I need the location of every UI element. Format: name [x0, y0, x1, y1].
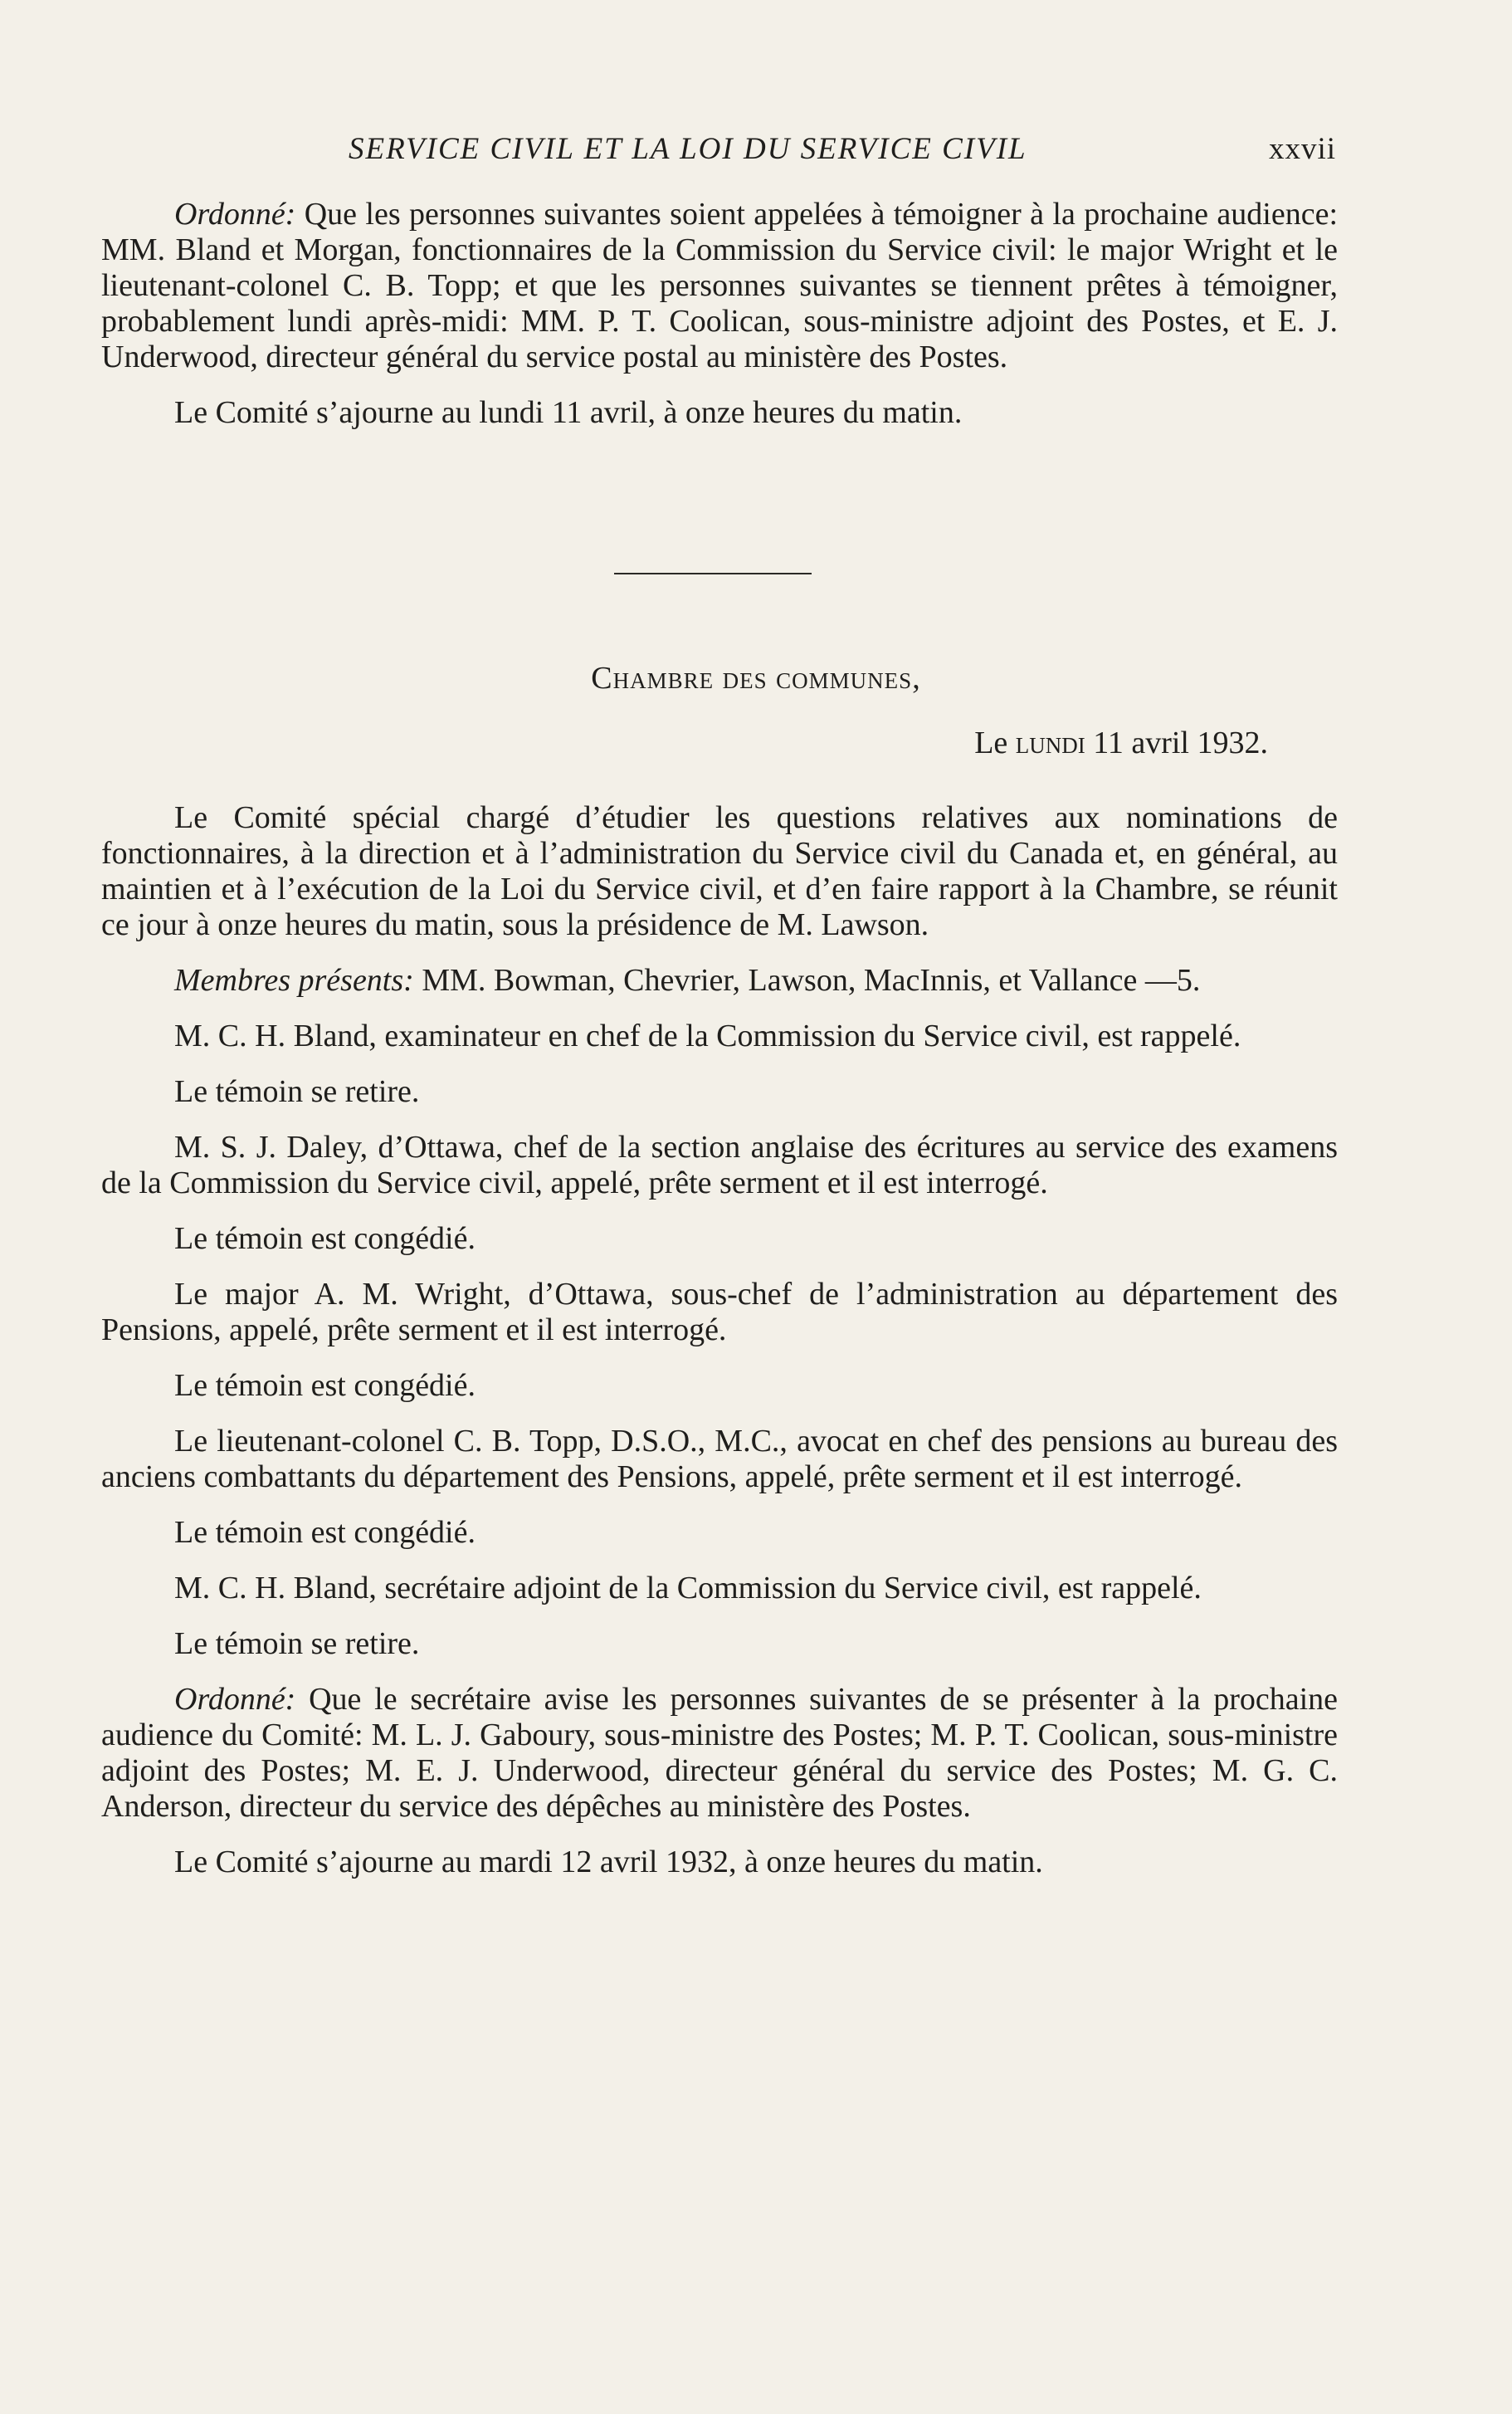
meeting-paragraph: Le Comité spécial chargé d’étudier les questions relatives aux nominations de fonctionnaires, à la direction et à l’administration du Service civil du Canada et, en général, au maintien et à l’exécution de la Loi du Service civil, et d’en faire rapport à la Chambre, se réunit ce jour à onze heures du matin, sous la présidence de M. Lawson.	[101, 800, 1338, 942]
members-paragraph	[101, 963, 1338, 999]
witness-paragraph: Le major A. M. Wright, d’Ottawa, sous-chef de l’administration au département des Pensions, appelé, prête serment et il est interrogé.	[101, 1277, 1338, 1347]
members-text: MM. Bowman, Chevrier, Lawson, MacInnis, et Vallance —5.	[413, 963, 1201, 998]
witness-paragraph: Le témoin se retire.	[174, 1626, 420, 1661]
dateline-rest: 11 avril 1932.	[1085, 726, 1268, 760]
order-lead: Ordonné:	[174, 1682, 296, 1717]
witness-paragraph: M. C. H. Bland, examinateur en chef de la Commission du Service civil, est rappelé.	[174, 1019, 1241, 1053]
adjournment-paragraph: Le Comité s’ajourne au mardi 12 avril 1932, à onze heures du matin.	[174, 1845, 1043, 1879]
witness-paragraph: Le témoin est congédié.	[174, 1368, 476, 1403]
witness-paragraph: Le témoin est congédié.	[174, 1515, 476, 1550]
minutes-section-1	[101, 197, 1338, 451]
page-number: xxvii	[1268, 132, 1336, 166]
order-paragraph	[101, 1682, 1338, 1825]
dateline	[974, 725, 1268, 761]
minutes-section-2	[101, 800, 1338, 1900]
running-title: SERVICE CIVIL ET LA LOI DU SERVICE CIVIL	[349, 132, 1027, 166]
adjournment-paragraph: Le Comité s’ajourne au lundi 11 avril, à onze heures du matin.	[174, 395, 963, 430]
order-text: Que le secrétaire avise les personnes suivantes de se présenter à la prochaine audience du Comité: M. L. J. Gaboury, sous-ministre des Postes; M. P. T. Coolican, sous-ministre adjoint des Postes; M. E. J. Underwood, directeur général du service des Postes; M. G. C. Anderson, directeur du service des dépêches au ministère des Postes.	[101, 1682, 1338, 1824]
order-paragraph	[101, 197, 1338, 375]
witness-paragraph: M. S. J. Daley, d’Ottawa, chef de la section anglaise des écritures au service des examens de la Commission du Service civil, appelé, prête serment et il est interrogé.	[101, 1130, 1338, 1200]
dateline-day: lundi	[1015, 726, 1085, 760]
witness-paragraph: Le témoin se retire.	[174, 1074, 420, 1109]
chamber-heading: Chambre des communes,	[591, 661, 921, 696]
dateline-prefix: Le	[974, 726, 1016, 760]
order-text: Que les personnes suivantes soient appelées à témoigner à la prochaine audience: MM. Bland et Morgan, fonctionnaires de la Commission du Service civil: le major Wright et le lieutenant-colonel C. B. Topp; et que les personnes suivantes se tiennent prêtes à témoigner, probablement lundi après-midi: MM. P. T. Coolican, sous-ministre adjoint des Postes, et E. J. Underwood, directeur général du service postal au ministère des Postes.	[101, 197, 1338, 374]
witness-paragraph: Le témoin est congédié.	[174, 1221, 476, 1256]
members-lead: Membres présents:	[174, 963, 414, 998]
witness-paragraph: Le lieutenant-colonel C. B. Topp, D.S.O., M.C., avocat en chef des pensions au bureau des anciens combattants du département des Pensions, appelé, prête serment et il est interrogé.	[101, 1424, 1338, 1494]
witness-paragraph: M. C. H. Bland, secrétaire adjoint de la Commission du Service civil, est rappelé.	[174, 1571, 1202, 1605]
order-lead: Ordonné:	[174, 197, 296, 232]
running-head	[166, 131, 1336, 173]
section-divider	[614, 573, 812, 574]
